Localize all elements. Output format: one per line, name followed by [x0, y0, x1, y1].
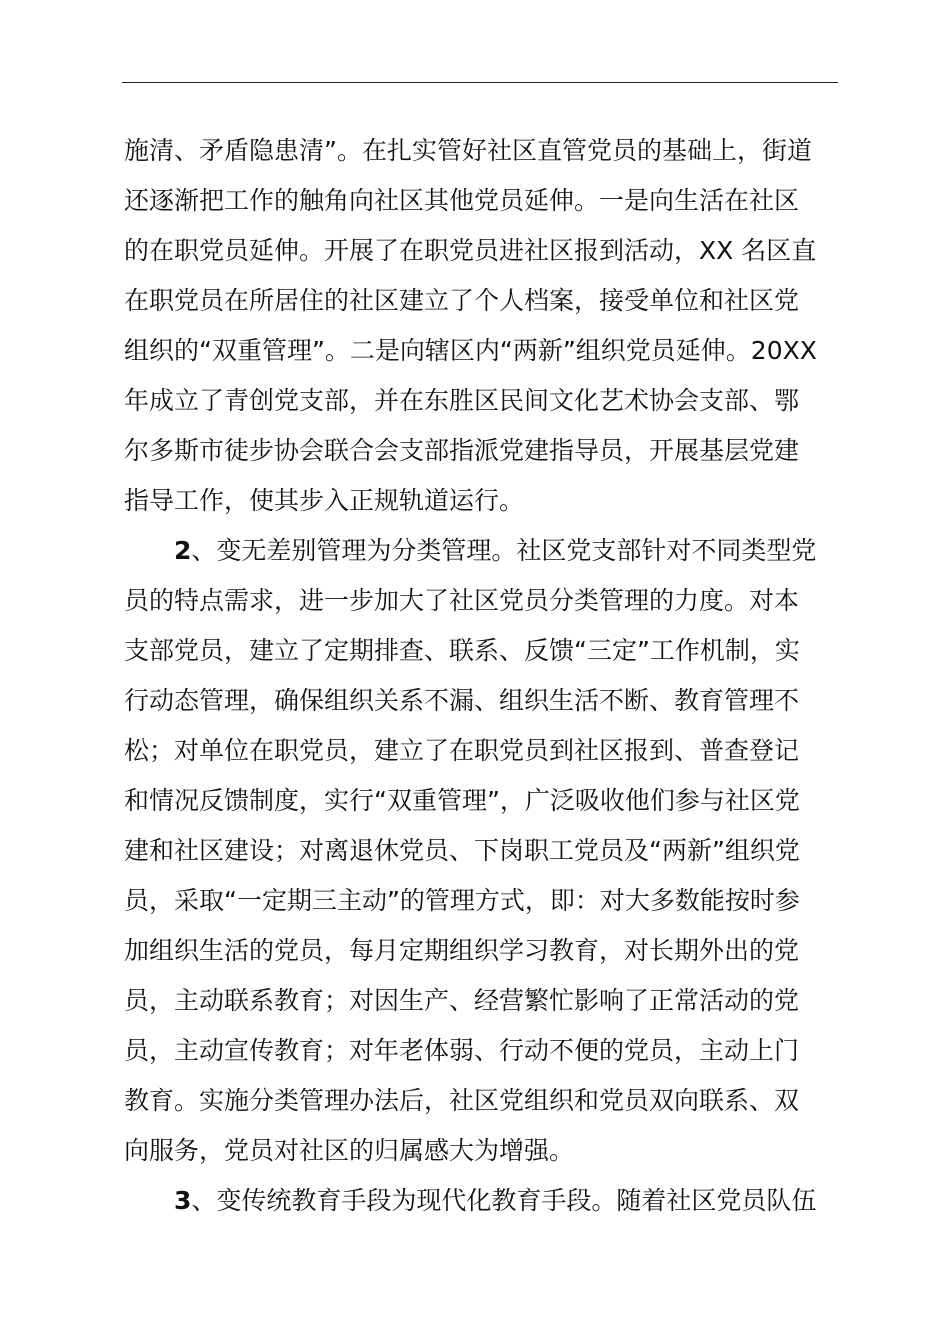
text-line: 行动态管理，确保组织关系不漏、组织生活不断、教育管理不	[124, 686, 800, 715]
text-line-first	[124, 1176, 838, 1226]
text-line: 加组织生活的党员，每月定期组织学习教育，对长期外出的党	[124, 936, 800, 965]
text-line: 年成立了青创党支部，并在东胜区民间文化艺术协会支部、鄂	[124, 386, 800, 415]
text-line: 员，采取“一定期三主动”的管理方式，即：对大多数能按时参	[124, 886, 800, 915]
text-line: 和情况反馈制度，实行“双重管理”，广泛吸收他们参与社区党	[124, 786, 800, 815]
paragraph-3	[124, 1176, 838, 1226]
document-body	[124, 126, 838, 1226]
text-line: 支部党员，建立了定期排查、联系、反馈“三定”工作机制，实	[124, 636, 800, 665]
text-line: 员，主动宣传教育；对年老体弱、行动不便的党员，主动上门	[124, 1036, 800, 1065]
text-line: 向服务，党员对社区的归属感大为增强。	[124, 1136, 575, 1165]
text-line: 指导工作，使其步入正规轨道运行。	[124, 486, 525, 515]
text-line: 的在职党员延伸。开展了在职党员进社区报到活动，XX 名区直	[124, 236, 817, 265]
text-line: 施清、矛盾隐患清”。在扎实管好社区直管党员的基础上，街道	[124, 136, 812, 165]
header-rule	[122, 82, 838, 83]
text-line: 组织的“双重管理”。二是向辖区内“两新”组织党员延伸。20XX	[124, 336, 817, 365]
text-line: 尔多斯市徒步协会联合会支部指派党建指导员，开展基层党建	[124, 436, 800, 465]
text-line: 还逐渐把工作的触角向社区其他党员延伸。一是向生活在社区	[124, 186, 800, 215]
text-line: 在职党员在所居住的社区建立了个人档案，接受单位和社区党	[124, 286, 800, 315]
paragraph-number: 2	[174, 536, 192, 565]
paragraph-2	[124, 526, 838, 1176]
text-line: 、变无差别管理为分类管理。社区党支部针对不同类型党	[191, 536, 817, 565]
text-line: 松；对单位在职党员，建立了在职党员到社区报到、普查登记	[124, 736, 800, 765]
text-line: 员，主动联系教育；对因生产、经营繁忙影响了正常活动的党	[124, 986, 800, 1015]
text-line: 员的特点需求，进一步加大了社区党员分类管理的力度。对本	[124, 586, 800, 615]
text-line: 建和社区建设；对离退休党员、下岗职工党员及“两新”组织党	[124, 836, 800, 865]
paragraph-1	[124, 126, 838, 526]
paragraph-number: 3	[174, 1186, 192, 1215]
text-line: 、变传统教育手段为现代化教育手段。随着社区党员队伍	[191, 1186, 817, 1215]
text-line: 教育。实施分类管理办法后，社区党组织和党员双向联系、双	[124, 1086, 800, 1115]
text-line-first	[124, 526, 838, 576]
